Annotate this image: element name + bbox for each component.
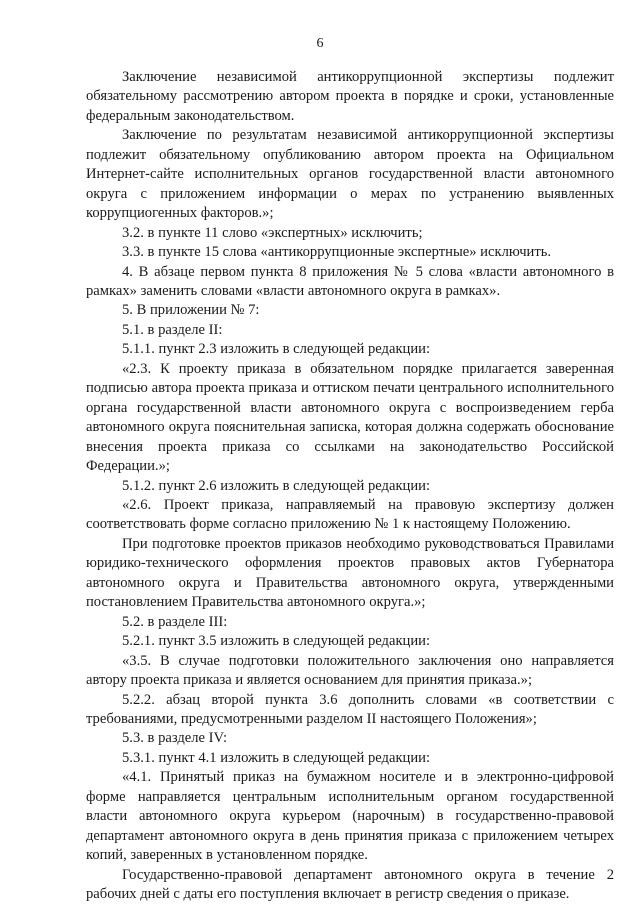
paragraph: «4.1. Принятый приказ на бумажном носителе и в электронно-цифровой форме направляется центральным исполнительным органом государственной власти автономного округа курьером (нарочным) в государственно-правовой департамент автономного округа в день принятия приказа с приложением четырех копий, заверенных в установленном порядке. bbox=[86, 769, 614, 864]
paragraph: 5.2.1. пункт 3.5 изложить в следующей редакции: bbox=[122, 633, 431, 650]
paragraph: 5. В приложении № 7: bbox=[122, 302, 260, 319]
paragraph: 3.2. в пункте 11 слово «экспертных» исключить; bbox=[122, 224, 423, 241]
paragraph: 4. В абзаце первом пункта 8 приложения № 5 слова «власти автономного в рамках» заменить словами «власти автономного округа в рамках». bbox=[86, 263, 614, 299]
document-body bbox=[86, 68, 614, 904]
paragraph: 3.3. в пункте 15 слова «антикоррупционные экспертные» исключить. bbox=[122, 244, 552, 261]
paragraph: 5.1. в разделе II: bbox=[122, 321, 223, 338]
paragraph: 5.2. в разделе III: bbox=[122, 613, 228, 630]
paragraph: При подготовке проектов приказов необходимо руководствоваться Правилами юридико-технического оформления проектов правовых актов Губернатора автономного округа и Правительства автономного округа, утвержденными постановлением Правительства автономного округа.»; bbox=[86, 535, 614, 611]
paragraph: «2.3. К проекту приказа в обязательном порядке прилагается заверенная подписью автора проекта приказа и оттиском печати центрального исполнительного органа государственной власти автономного округа с воспроизведением герба автономного округа пояснительная записка, которая должна содержать обоснование внесения проекта приказа со ссылками на законодательство Российской Федерации.»; bbox=[86, 360, 614, 475]
paragraph: Заключение независимой антикоррупционной экспертизы подлежит обязательному рассмотрению автором проекта в порядке и сроки, установленные федеральным законодательством. bbox=[86, 69, 614, 124]
paragraph: Государственно-правовой департамент автономного округа в течение 2 рабочих дней с даты его поступления включает в регистр сведения о приказе. bbox=[86, 866, 614, 903]
paragraph: 5.3.1. пункт 4.1 изложить в следующей редакции: bbox=[122, 749, 431, 766]
paragraph: 5.3. в разделе IV: bbox=[122, 730, 228, 747]
paragraph: «3.5. В случае подготовки положительного заключения оно направляется автору проекта приказа и является основанием для принятия приказа.»; bbox=[86, 652, 614, 689]
paragraph: «2.6. Проект приказа, направляемый на правовую экспертизу должен соответствовать форме согласно приложению № 1 к настоящему Положению. bbox=[86, 496, 614, 533]
paragraph: 5.1.2. пункт 2.6 изложить в следующей редакции: bbox=[122, 477, 431, 494]
page-number: 6 bbox=[316, 36, 324, 51]
paragraph: 5.2.2. абзац второй пункта 3.6 дополнить словами «в соответствии с требованиями, предусмотренными разделом II настоящего Положения»; bbox=[86, 691, 614, 727]
paragraph: Заключение по результатам независимой антикоррупционной экспертизы подлежит обязательному опубликованию автором проекта на Официальном Интернет-сайте исполнительных органов государственной власти автономного округа с приложением информации о мерах по устранению выявленных коррупциогенных факторов.»; bbox=[86, 127, 614, 222]
paragraph: 5.1.1. пункт 2.3 изложить в следующей редакции: bbox=[122, 341, 431, 358]
